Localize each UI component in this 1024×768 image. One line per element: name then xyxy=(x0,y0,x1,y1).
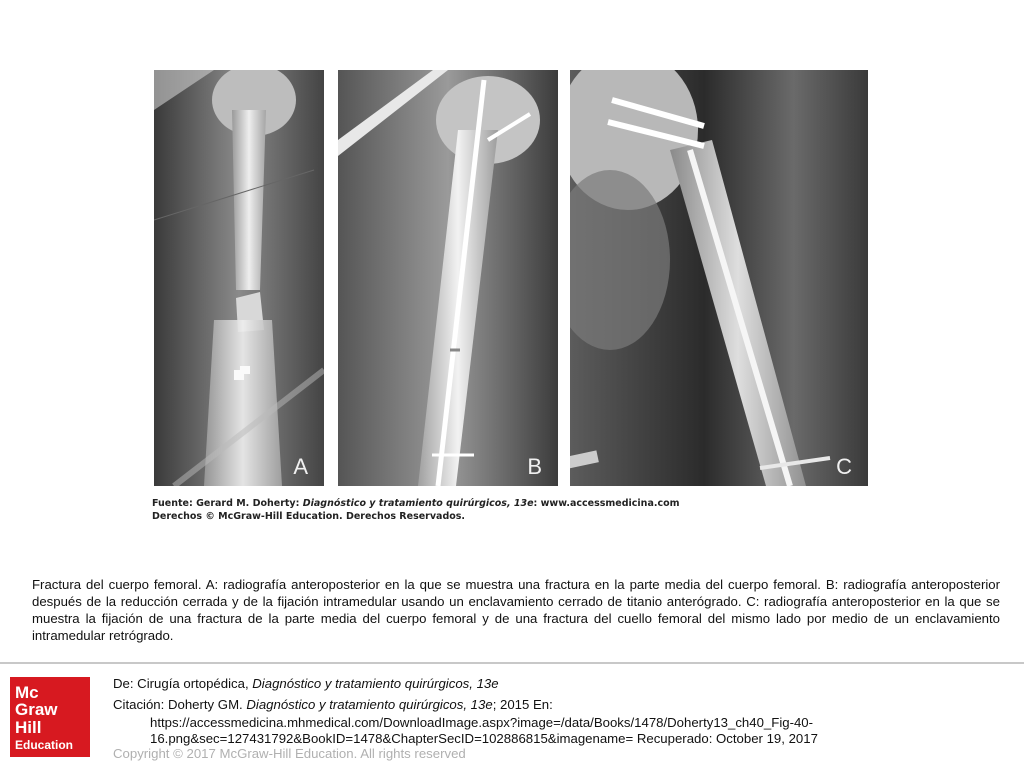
mcgraw-hill-logo xyxy=(10,677,90,757)
figure xyxy=(150,70,870,522)
logo-line-3: Hill xyxy=(15,718,42,737)
figure-source-line xyxy=(152,498,680,509)
panel-letter-a: A xyxy=(293,454,308,479)
citation-prefix: Citación: Doherty GM. xyxy=(113,697,247,712)
xray-panel-a xyxy=(154,70,324,486)
citation-url-line-1[interactable]: https://accessmedicina.mhmedical.com/DownloadImage.aspx?image=/data/Books/1478/Doherty13_ch40_Fig-40- xyxy=(150,715,814,730)
panel-letter-b: B xyxy=(527,454,542,479)
source-prefix: Fuente: Gerard M. Doherty: xyxy=(152,498,303,509)
copyright-notice: Copyright © 2017 McGraw-Hill Education. All rights reserved xyxy=(113,746,466,761)
citation-suffix: ; 2015 En: xyxy=(492,697,553,712)
from-line xyxy=(113,676,499,691)
logo-line-4: Education xyxy=(15,738,74,752)
source-suffix: : www.accessmedicina.com xyxy=(533,498,680,509)
figure-caption: Fractura del cuerpo femoral. A: radiografía anteroposterior en la que se muestra una fractura en la parte media del cuerpo femoral. B: radiografía anteroposterior después de la reducción cerrada y de la fijación intramedular usando un enclavamiento cerrado de titanio anterógrado. C: radiografía anteroposterior en la que se muestra la fijación de una fractura de la parte media del cuerpo femoral y de una fractura del cuello femoral del mismo lado por medio de un enclavamiento intramedular retrógrado. xyxy=(32,577,1000,643)
xray-panel-b xyxy=(338,70,558,486)
citation-title: Diagnóstico y tratamiento quirúrgicos, 13e xyxy=(246,697,493,712)
figure-rights-line: Derechos © McGraw-Hill Education. Derechos Reservados. xyxy=(152,511,466,522)
xray-image-a xyxy=(154,70,324,486)
xray-image-b xyxy=(338,70,558,486)
source-book-title: Diagnóstico y tratamiento quirúrgicos, 13e xyxy=(302,498,534,509)
logo-line-2: Graw xyxy=(15,700,58,719)
xray-panel-c xyxy=(570,70,868,486)
panel-letter-c: C xyxy=(836,454,852,479)
from-prefix: De: Cirugía ortopédica, xyxy=(113,676,253,691)
logo-line-1: Mc xyxy=(15,683,39,702)
citation-line xyxy=(113,697,553,712)
from-title: Diagnóstico y tratamiento quirúrgicos, 13e xyxy=(252,676,499,691)
xray-image-c xyxy=(570,70,868,486)
citation-url-line-2: 16.png&sec=127431792&BookID=1478&ChapterSecID=102886815&imagename= Recuperado: October 19, 2017 xyxy=(150,731,818,746)
footer-divider xyxy=(0,662,1024,664)
